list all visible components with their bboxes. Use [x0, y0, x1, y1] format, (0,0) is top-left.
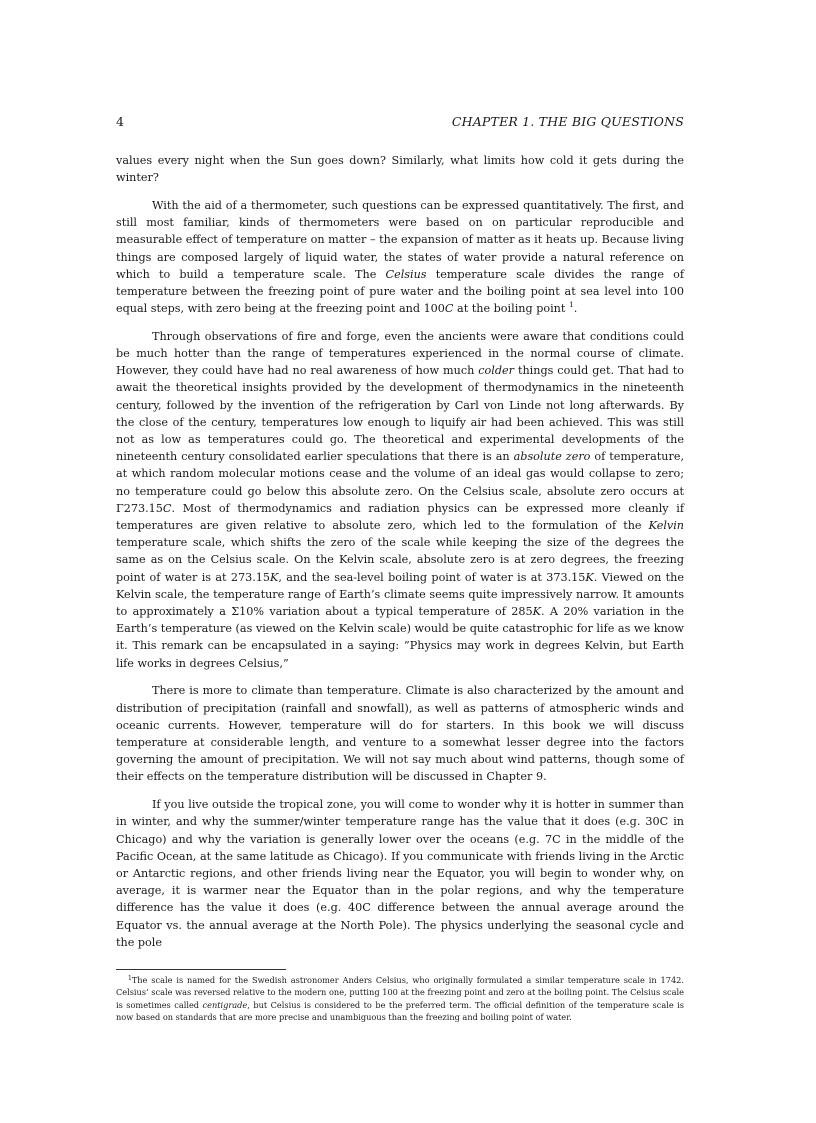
paragraph-2	[116, 197, 684, 317]
unit-kelvin: K	[585, 570, 594, 584]
unit-celsius: C	[162, 501, 172, 515]
page	[116, 112, 684, 1024]
chapter-title: CHAPTER 1. THE BIG QUESTIONS	[451, 114, 684, 129]
paragraph-3-emphasis-kelvin: Kelvin	[648, 519, 684, 533]
paragraph-3-emphasis-colder: colder	[478, 364, 514, 378]
paragraph-1-text: values every night when the Sun goes down? Similarly, what limits how cold it gets during the winter?	[116, 154, 684, 185]
footnote-reference[interactable]: 1	[568, 300, 574, 310]
paragraph-3-text-e: temperature scale, which shifts the zero of the scale while keeping the size of the degrees the same as on the Celsius scale. On the Kelvin scale, absolute zero is at zero degrees, the freezing point of water is at 273.15	[116, 536, 684, 584]
footnote-emphasis-centigrade: centigrade	[202, 999, 248, 1010]
paragraph-2-text-a: With the aid of a thermometer, such questions can be expressed quantitatively. The first, and still most familiar, kinds of thermometers were based on on particular reproducible and measurable effect of temperature on matter – the expansion of matter as it heats up. Because living things are composed largely of liquid water, the states of water provide a natural reference on which to build a temperature scale. The	[116, 198, 684, 281]
paragraph-4-text: There is more to climate than temperature. Climate is also characterized by the amount and distribution of precipitation (rainfall and snowfall), as well as patterns of atmospheric winds and oceanic currents. However, temperature will do for starters. In this book we will discuss temperature at considerable length, and venture to a somewhat lesser degree into the factors governing the amount of precipitation. We will not say much about wind patterns, though some of their effects on the temperature distribution will be discussed in Chapter 9.	[116, 684, 684, 784]
paragraph-3-text-h: . A 20% variation in the Earth’s temperature (as viewed on the Kelvin scale) would be quite catastrophic for life as we know it. This remark can be encapsulated in a saying: ”Physics may work in degrees Kelvin, but Earth life works in degrees Celsius,”	[116, 605, 684, 670]
paragraph-2-text-b: temperature scale divides the range of temperature between the freezing point of pure water and the boiling point at sea level into 100 equal steps, with zero being at the freezing point and 100	[116, 267, 684, 316]
paragraph-5-text: If you live outside the tropical zone, you will come to wonder why it is hotter in summer than in winter, and why the summer/winter temperature range has the value that it does (e.g. 30C in Chicago) and why the variation is generally lower over the oceans (e.g. 7C in the middle of the Pacific Ocean, at the same latitude as Chicago). If you communicate with friends living in the Arctic or Antarctic regions, and other friends living near the Equator, you will begin to wonder why, on average, it is warmer near the Equator than in the polar regions, and why the temperature difference has the value it does (e.g. 40C difference between the annual average around the Equator vs. the annual average at the North Pole). The physics underlying the seasonal cycle and the pole	[116, 798, 684, 949]
footnote-divider	[116, 969, 286, 970]
footnote-text-b: , but Celsius is considered to be the preferred term. The official definition of the temperature scale is now based on standards that are more precise and unambiguous than the freezing and boiling point of water.	[116, 999, 684, 1023]
unit-celsius: C	[444, 302, 454, 316]
paragraph-3-text-a: Through observations of fire and forge, even the ancients were aware that conditions could be much hotter than the range of temperatures experienced in the normal course of climate. However, they could have had no real awareness of how much	[116, 329, 684, 378]
paragraph-3-text-f: , and the sea-level boiling point of water is at 373.15	[278, 570, 586, 584]
paragraph-5	[116, 796, 684, 951]
body-text	[116, 152, 684, 951]
page-number: 4	[116, 114, 124, 129]
paragraph-3-emphasis-absolute-zero: absolute zero	[513, 450, 591, 464]
unit-kelvin: K	[270, 570, 279, 584]
paragraph-2-end: .	[573, 302, 578, 316]
footnote-text-a: The scale is named for the Swedish astronomer Anders Celsius, who originally formulated a similar temperature scale in 1742. Celsius’ scale was reversed relative to the modern one, putting 100 at the freezing point and zero at the boiling point. The Celsius scale is sometimes called	[116, 974, 684, 1010]
paragraph-1	[116, 152, 684, 186]
running-header	[116, 112, 684, 132]
paragraph-3-text-g: . Viewed on the Kelvin scale, the temperature range of Earth’s climate seems quite impressively narrow. It amounts to approximately a Σ10% variation about a typical temperature of 285	[116, 570, 684, 619]
paragraph-3	[116, 328, 684, 672]
paragraph-2-text-c: at the boiling point	[453, 302, 569, 316]
paragraph-2-emphasis: Celsius	[385, 267, 427, 281]
paragraph-3-text-c: of temperature, at which random molecular motions cease and the volume of an ideal gas would collapse to zero; no temperature could go below this absolute zero. On the Celsius scale, absolute zero occurs at Γ273.15	[116, 450, 684, 515]
footnote-mark: 1	[128, 974, 132, 982]
paragraph-4	[116, 682, 684, 785]
paragraph-3-text-d: . Most of thermodynamics and radiation physics can be expressed more cleanly if temperatures are given relative to absolute zero, which led to the formulation of the	[116, 501, 684, 533]
footnote	[116, 974, 684, 1024]
unit-kelvin: K	[532, 605, 541, 619]
paragraph-3-text-b: things could get. That had to await the theoretical insights provided by the development of thermodynamics in the nineteenth century, followed by the invention of the refrigeration by Carl von Linde not long afterwards. By the close of the century, temperatures low enough to liquify air had been achieved. This was still not as low as temperatures could go. The theoretical and experimental developments of the nineteenth century consolidated earlier speculations that there is an	[116, 364, 684, 464]
